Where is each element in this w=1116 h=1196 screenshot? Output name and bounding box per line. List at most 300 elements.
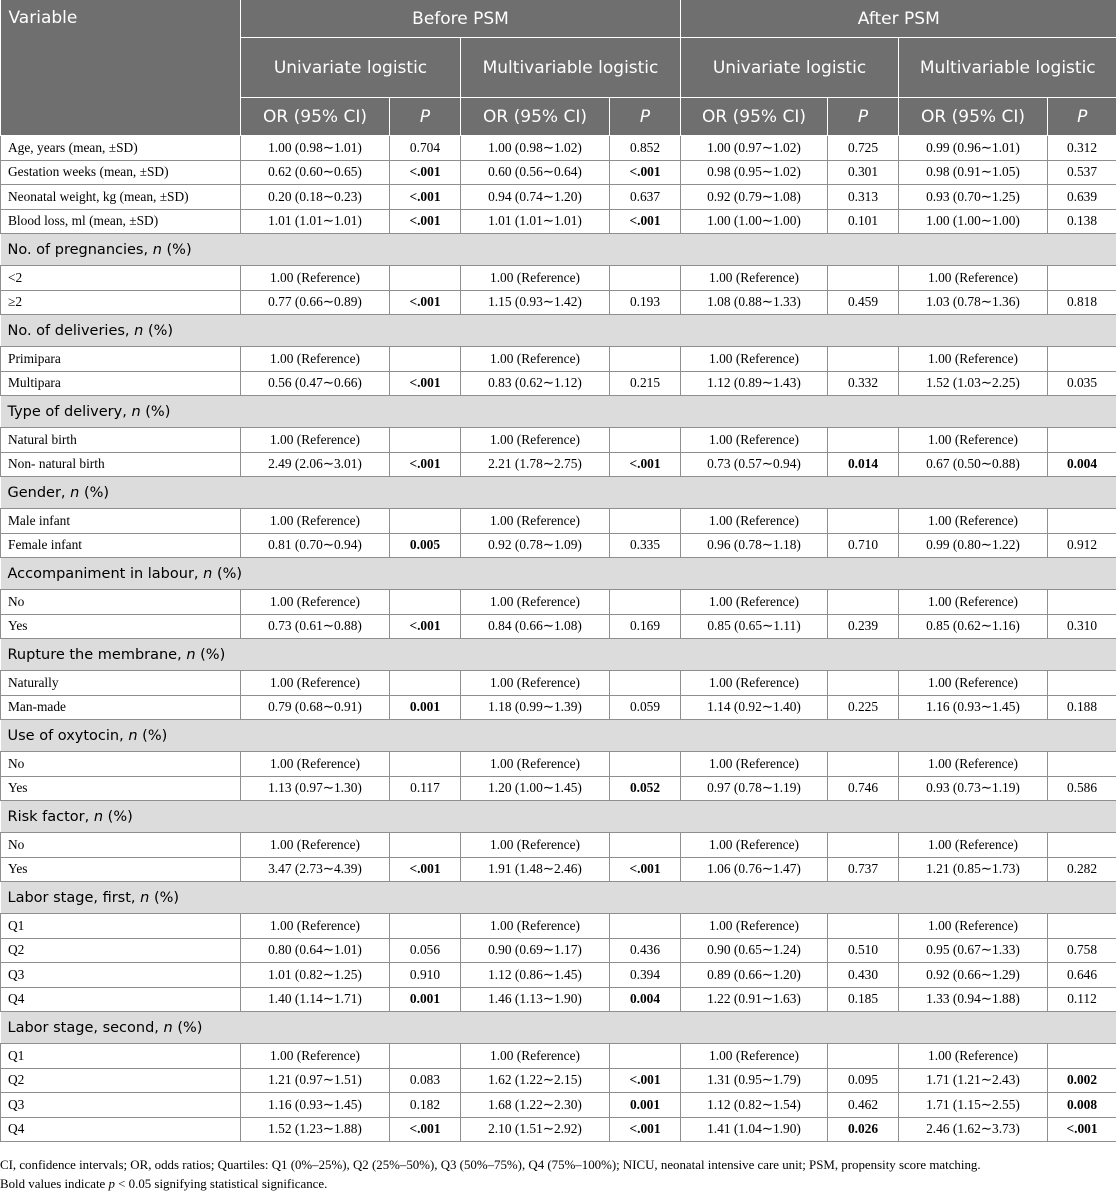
section-row: [1, 396, 1116, 428]
p-value-cell: 0.910: [390, 963, 461, 988]
table-row: [1, 614, 1116, 639]
section-row: [1, 234, 1116, 266]
p-value-cell: [610, 833, 681, 858]
p-value-cell: <.001: [390, 614, 461, 639]
or-ci-cell: 0.93 (0.70∼1.25): [899, 185, 1048, 210]
p-value-cell: [610, 752, 681, 777]
or-ci-cell: 1.01 (1.01∼1.01): [241, 209, 390, 234]
table-row: [1, 963, 1116, 988]
or-ci-cell: 1.08 (0.88∼1.33): [681, 290, 828, 315]
p-value-cell: 0.169: [610, 614, 681, 639]
table-row: [1, 452, 1116, 477]
section-row: [1, 477, 1116, 509]
or-ci-cell: 2.21 (1.78∼2.75): [461, 452, 610, 477]
or-ci-header: OR (95% CI): [899, 98, 1048, 136]
p-value-cell: 0.394: [610, 963, 681, 988]
p-value-cell: 0.586: [1048, 776, 1116, 801]
p-value-cell: [1048, 671, 1116, 696]
p-value-cell: 0.912: [1048, 533, 1116, 558]
p-value-cell: [390, 752, 461, 777]
or-ci-cell: 1.12 (0.82∼1.54): [681, 1093, 828, 1118]
p-value-cell: 0.646: [1048, 963, 1116, 988]
p-value-cell: <.001: [390, 857, 461, 882]
table-row: [1, 266, 1116, 291]
section-row: [1, 801, 1116, 833]
p-value-cell: [390, 671, 461, 696]
p-value-cell: [390, 1044, 461, 1069]
or-ci-cell: 1.00 (Reference): [461, 347, 610, 372]
section-heading-n: n: [93, 808, 104, 825]
or-ci-cell: 1.00 (0.98∼1.01): [241, 136, 390, 161]
or-ci-cell: 1.00 (Reference): [899, 428, 1048, 453]
or-ci-cell: 1.00 (0.97∼1.02): [681, 136, 828, 161]
p-value-cell: 0.215: [610, 371, 681, 396]
p-value-cell: 0.182: [390, 1093, 461, 1118]
section-heading: [1, 477, 1116, 509]
section-heading-suffix: (%): [103, 808, 133, 825]
or-ci-cell: 1.16 (0.93∼1.45): [899, 695, 1048, 720]
section-heading: [1, 396, 1116, 428]
or-ci-cell: 0.85 (0.62∼1.16): [899, 614, 1048, 639]
or-ci-cell: 1.00 (Reference): [899, 1044, 1048, 1069]
or-ci-cell: 1.00 (Reference): [461, 428, 610, 453]
or-ci-cell: 1.06 (0.76∼1.47): [681, 857, 828, 882]
or-ci-cell: 2.49 (2.06∼3.01): [241, 452, 390, 477]
section-row: [1, 639, 1116, 671]
before-univariate-header: Univariate logistic: [241, 38, 461, 98]
after-multivariable-header: Multivariable logistic: [899, 38, 1116, 98]
p-value-cell: [610, 914, 681, 939]
or-ci-cell: 0.85 (0.65∼1.11): [681, 614, 828, 639]
p-value-cell: 0.188: [1048, 695, 1116, 720]
or-ci-cell: 1.00 (Reference): [241, 1044, 390, 1069]
table-row: [1, 347, 1116, 372]
or-ci-cell: 0.60 (0.56∼0.64): [461, 160, 610, 185]
row-label: Q3: [1, 1093, 241, 1118]
section-heading: [1, 234, 1116, 266]
p-value-cell: 0.117: [390, 776, 461, 801]
section-heading-suffix: (%): [140, 403, 171, 420]
p-value-cell: [828, 266, 899, 291]
row-label: ≥2: [1, 290, 241, 315]
p-value-cell: [828, 671, 899, 696]
or-ci-cell: 1.03 (0.78∼1.36): [899, 290, 1048, 315]
or-ci-cell: 1.00 (Reference): [241, 752, 390, 777]
p-value-cell: [1048, 347, 1116, 372]
row-label: No: [1, 833, 241, 858]
section-heading-n: n: [163, 1019, 173, 1036]
before-multivariable-header: Multivariable logistic: [461, 38, 681, 98]
or-ci-cell: 0.92 (0.78∼1.09): [461, 533, 610, 558]
row-label: Primipara: [1, 347, 241, 372]
p-value-cell: <.001: [390, 452, 461, 477]
or-ci-cell: 0.93 (0.73∼1.19): [899, 776, 1048, 801]
or-ci-cell: 1.00 (Reference): [899, 509, 1048, 534]
or-ci-cell: 1.00 (Reference): [681, 590, 828, 615]
p-value-cell: <.001: [610, 1068, 681, 1093]
p-value-cell: 0.459: [828, 290, 899, 315]
or-ci-cell: 1.33 (0.94∼1.88): [899, 987, 1048, 1012]
p-value-cell: [1048, 1044, 1116, 1069]
p-value-cell: [1048, 266, 1116, 291]
or-ci-cell: 1.00 (Reference): [899, 266, 1048, 291]
section-heading: [1, 1012, 1116, 1044]
table-row: [1, 833, 1116, 858]
or-ci-cell: 0.62 (0.60∼0.65): [241, 160, 390, 185]
table-row: [1, 509, 1116, 534]
or-ci-cell: 1.00 (0.98∼1.02): [461, 136, 610, 161]
row-label: Natural birth: [1, 428, 241, 453]
footnote: [0, 1156, 1116, 1194]
row-label: Blood loss, ml (mean, ±SD): [1, 209, 241, 234]
or-ci-cell: 1.68 (1.22∼2.30): [461, 1093, 610, 1118]
p-value-cell: [1048, 752, 1116, 777]
or-ci-cell: 1.00 (Reference): [899, 752, 1048, 777]
or-ci-cell: 1.12 (0.86∼1.45): [461, 963, 610, 988]
p-value-cell: <.001: [390, 290, 461, 315]
p-value-cell: [610, 1044, 681, 1069]
p-value-cell: 0.710: [828, 533, 899, 558]
or-ci-cell: 0.80 (0.64∼1.01): [241, 938, 390, 963]
p-value-cell: 0.852: [610, 136, 681, 161]
p-value-cell: 0.537: [1048, 160, 1116, 185]
or-ci-cell: 1.00 (Reference): [899, 671, 1048, 696]
p-value-cell: [390, 266, 461, 291]
p-value-cell: 0.332: [828, 371, 899, 396]
table-row: [1, 1044, 1116, 1069]
or-ci-cell: 1.21 (0.85∼1.73): [899, 857, 1048, 882]
row-label: Neonatal weight, kg (mean, ±SD): [1, 185, 241, 210]
p-value-cell: [828, 1044, 899, 1069]
p-header: P: [828, 98, 899, 136]
or-ci-cell: 1.22 (0.91∼1.63): [681, 987, 828, 1012]
or-ci-cell: 0.96 (0.78∼1.18): [681, 533, 828, 558]
p-value-cell: [390, 509, 461, 534]
or-ci-cell: 1.46 (1.13∼1.90): [461, 987, 610, 1012]
row-label: Q2: [1, 1068, 241, 1093]
or-ci-cell: 0.90 (0.69∼1.17): [461, 938, 610, 963]
or-ci-cell: 3.47 (2.73∼4.39): [241, 857, 390, 882]
or-ci-cell: 1.00 (Reference): [461, 914, 610, 939]
section-heading-suffix: (%): [195, 646, 226, 663]
or-ci-header: OR (95% CI): [461, 98, 610, 136]
section-heading: [1, 801, 1116, 833]
p-value-cell: 0.436: [610, 938, 681, 963]
table-row: [1, 209, 1116, 234]
before-psm-header: Before PSM: [241, 0, 681, 38]
or-ci-cell: 1.00 (Reference): [241, 590, 390, 615]
or-ci-cell: 0.56 (0.47∼0.66): [241, 371, 390, 396]
after-univariate-header: Univariate logistic: [681, 38, 899, 98]
or-ci-cell: 0.81 (0.70∼0.94): [241, 533, 390, 558]
p-value-cell: 0.112: [1048, 987, 1116, 1012]
or-ci-cell: 0.98 (0.91∼1.05): [899, 160, 1048, 185]
or-ci-cell: 1.16 (0.93∼1.45): [241, 1093, 390, 1118]
table-row: [1, 371, 1116, 396]
p-value-cell: 0.056: [390, 938, 461, 963]
or-ci-cell: 0.94 (0.74∼1.20): [461, 185, 610, 210]
table-row: [1, 857, 1116, 882]
p-value-cell: 0.004: [610, 987, 681, 1012]
p-value-cell: 0.639: [1048, 185, 1116, 210]
section-heading-n: n: [131, 403, 141, 420]
section-heading-suffix: (%): [143, 322, 174, 339]
table-row: [1, 533, 1116, 558]
or-ci-cell: 1.00 (Reference): [681, 914, 828, 939]
or-ci-cell: 1.00 (Reference): [681, 833, 828, 858]
section-heading-text: Gender,: [7, 484, 71, 501]
section-heading-suffix: (%): [137, 727, 168, 744]
section-heading: [1, 639, 1116, 671]
or-ci-cell: 1.00 (Reference): [461, 509, 610, 534]
or-ci-cell: 1.18 (0.99∼1.39): [461, 695, 610, 720]
or-ci-cell: 1.40 (1.14∼1.71): [241, 987, 390, 1012]
p-value-cell: [610, 428, 681, 453]
section-heading-text: Type of delivery,: [7, 403, 132, 420]
p-value-cell: [1048, 428, 1116, 453]
or-ci-cell: 1.00 (Reference): [899, 833, 1048, 858]
footnote-p-symbol: p: [108, 1177, 115, 1191]
p-value-cell: [390, 428, 461, 453]
row-label: Multipara: [1, 371, 241, 396]
or-ci-cell: 0.92 (0.79∼1.08): [681, 185, 828, 210]
or-ci-cell: 0.84 (0.66∼1.08): [461, 614, 610, 639]
table-row: [1, 136, 1116, 161]
p-value-cell: 0.282: [1048, 857, 1116, 882]
p-value-cell: 0.004: [1048, 452, 1116, 477]
row-label: No: [1, 590, 241, 615]
p-value-cell: 0.818: [1048, 290, 1116, 315]
p-value-cell: 0.312: [1048, 136, 1116, 161]
p-header: P: [1048, 98, 1116, 136]
table-row: [1, 590, 1116, 615]
section-heading: [1, 882, 1116, 914]
or-ci-cell: 1.00 (Reference): [461, 671, 610, 696]
or-ci-cell: 1.00 (Reference): [681, 428, 828, 453]
p-value-cell: <.001: [610, 1117, 681, 1142]
table-row: [1, 290, 1116, 315]
table-row: [1, 1093, 1116, 1118]
or-ci-cell: 1.00 (Reference): [241, 509, 390, 534]
p-value-cell: [390, 914, 461, 939]
table-row: [1, 938, 1116, 963]
p-value-cell: 0.001: [610, 1093, 681, 1118]
p-value-cell: 0.335: [610, 533, 681, 558]
or-ci-cell: 1.00 (Reference): [241, 671, 390, 696]
or-ci-cell: 1.00 (Reference): [241, 914, 390, 939]
or-ci-cell: 1.21 (0.97∼1.51): [241, 1068, 390, 1093]
or-ci-cell: 0.83 (0.62∼1.12): [461, 371, 610, 396]
or-ci-cell: 1.00 (Reference): [681, 671, 828, 696]
p-value-cell: 0.193: [610, 290, 681, 315]
row-label: Gestation weeks (mean, ±SD): [1, 160, 241, 185]
row-label: Naturally: [1, 671, 241, 696]
p-value-cell: <.001: [1048, 1117, 1116, 1142]
table-row: [1, 776, 1116, 801]
table-row: [1, 1117, 1116, 1142]
p-value-cell: [828, 833, 899, 858]
table-row: [1, 752, 1116, 777]
p-value-cell: [828, 509, 899, 534]
section-heading-text: Risk factor,: [7, 808, 94, 825]
or-ci-cell: 0.73 (0.61∼0.88): [241, 614, 390, 639]
or-ci-cell: 1.00 (Reference): [899, 347, 1048, 372]
or-ci-cell: 1.52 (1.03∼2.25): [899, 371, 1048, 396]
or-ci-cell: 2.46 (1.62∼3.73): [899, 1117, 1048, 1142]
or-ci-cell: 1.31 (0.95∼1.79): [681, 1068, 828, 1093]
p-value-cell: <.001: [610, 452, 681, 477]
or-ci-cell: 1.20 (1.00∼1.45): [461, 776, 610, 801]
p-value-cell: [610, 509, 681, 534]
or-ci-cell: 0.95 (0.67∼1.33): [899, 938, 1048, 963]
p-value-cell: 0.005: [390, 533, 461, 558]
or-ci-cell: 0.77 (0.66∼0.89): [241, 290, 390, 315]
p-value-cell: 0.746: [828, 776, 899, 801]
p-value-cell: 0.225: [828, 695, 899, 720]
row-label: <2: [1, 266, 241, 291]
or-ci-cell: 1.00 (1.00∼1.00): [899, 209, 1048, 234]
section-heading: [1, 558, 1116, 590]
p-value-cell: 0.002: [1048, 1068, 1116, 1093]
section-heading-text: Labor stage, first,: [7, 889, 141, 906]
row-label: Yes: [1, 776, 241, 801]
section-heading-text: Labor stage, second,: [7, 1019, 164, 1036]
section-row: [1, 1012, 1116, 1044]
p-value-cell: 0.095: [828, 1068, 899, 1093]
footnote-significance-text: Bold values indicate: [0, 1177, 109, 1191]
section-heading-text: No. of pregnancies,: [7, 241, 153, 258]
or-ci-cell: 0.89 (0.66∼1.20): [681, 963, 828, 988]
or-ci-cell: 1.00 (Reference): [899, 914, 1048, 939]
or-ci-cell: 1.00 (Reference): [241, 833, 390, 858]
or-ci-cell: 0.67 (0.50∼0.88): [899, 452, 1048, 477]
p-value-cell: [828, 590, 899, 615]
or-ci-cell: 0.73 (0.57∼0.94): [681, 452, 828, 477]
row-label: Q4: [1, 1117, 241, 1142]
section-heading-n: n: [186, 646, 196, 663]
p-value-cell: 0.704: [390, 136, 461, 161]
p-value-cell: [1048, 590, 1116, 615]
p-value-cell: [828, 347, 899, 372]
table-row: [1, 160, 1116, 185]
p-value-cell: 0.138: [1048, 209, 1116, 234]
footnote-abbreviations: CI, confidence intervals; OR, odds ratios; Quartiles: Q1 (0%–25%), Q2 (25%–50%), Q3 (50%–75%), Q4 (75%–100%); NICU, neonatal intensive care unit; PSM, propensity score matching.: [0, 1158, 981, 1172]
row-label: Q3: [1, 963, 241, 988]
or-ci-cell: 1.62 (1.22∼2.15): [461, 1068, 610, 1093]
footnote-significance: [0, 1175, 1116, 1194]
or-ci-cell: 0.90 (0.65∼1.24): [681, 938, 828, 963]
p-value-cell: 0.001: [390, 695, 461, 720]
or-ci-header: OR (95% CI): [241, 98, 390, 136]
p-value-cell: [390, 347, 461, 372]
or-ci-header: OR (95% CI): [681, 98, 828, 136]
p-header: P: [610, 98, 681, 136]
or-ci-cell: 1.00 (Reference): [681, 347, 828, 372]
after-psm-header: After PSM: [681, 0, 1116, 38]
p-value-cell: 0.313: [828, 185, 899, 210]
table-row: [1, 185, 1116, 210]
or-ci-cell: 1.00 (Reference): [681, 1044, 828, 1069]
row-label: Male infant: [1, 509, 241, 534]
table-row: [1, 428, 1116, 453]
row-label: Non- natural birth: [1, 452, 241, 477]
section-heading: [1, 315, 1116, 347]
p-value-cell: 0.059: [610, 695, 681, 720]
section-row: [1, 720, 1116, 752]
or-ci-cell: 1.00 (Reference): [241, 428, 390, 453]
section-heading-n: n: [134, 322, 144, 339]
or-ci-cell: 1.00 (Reference): [681, 266, 828, 291]
or-ci-cell: 1.15 (0.93∼1.42): [461, 290, 610, 315]
table-row: [1, 671, 1116, 696]
p-value-cell: [390, 833, 461, 858]
section-row: [1, 558, 1116, 590]
p-value-cell: [610, 671, 681, 696]
section-heading-n: n: [152, 241, 162, 258]
table-header: [1, 0, 1116, 136]
or-ci-cell: 1.00 (Reference): [899, 590, 1048, 615]
variable-header: Variable: [1, 0, 241, 136]
row-label: Q2: [1, 938, 241, 963]
row-label: Female infant: [1, 533, 241, 558]
or-ci-cell: 1.14 (0.92∼1.40): [681, 695, 828, 720]
p-value-cell: 0.725: [828, 136, 899, 161]
p-value-cell: 0.026: [828, 1117, 899, 1142]
section-heading-suffix: (%): [149, 889, 180, 906]
section-heading-suffix: (%): [161, 241, 192, 258]
or-ci-cell: 2.10 (1.51∼2.92): [461, 1117, 610, 1142]
or-ci-cell: 1.00 (Reference): [241, 347, 390, 372]
or-ci-cell: 1.12 (0.89∼1.43): [681, 371, 828, 396]
p-value-cell: [390, 590, 461, 615]
p-value-cell: [610, 347, 681, 372]
p-value-cell: 0.737: [828, 857, 899, 882]
row-label: Yes: [1, 857, 241, 882]
p-value-cell: 0.014: [828, 452, 899, 477]
p-value-cell: <.001: [390, 209, 461, 234]
or-ci-cell: 0.99 (0.80∼1.22): [899, 533, 1048, 558]
or-ci-cell: 1.00 (Reference): [461, 590, 610, 615]
section-heading-n: n: [70, 484, 80, 501]
section-heading-text: No. of deliveries,: [7, 322, 135, 339]
p-value-cell: [610, 590, 681, 615]
p-value-cell: <.001: [390, 185, 461, 210]
row-label: No: [1, 752, 241, 777]
or-ci-cell: 1.71 (1.21∼2.43): [899, 1068, 1048, 1093]
or-ci-cell: 1.00 (1.00∼1.00): [681, 209, 828, 234]
row-label: Q1: [1, 1044, 241, 1069]
p-value-cell: <.001: [610, 160, 681, 185]
or-ci-cell: 1.52 (1.23∼1.88): [241, 1117, 390, 1142]
or-ci-cell: 0.98 (0.95∼1.02): [681, 160, 828, 185]
table-row: [1, 914, 1116, 939]
p-value-cell: <.001: [390, 1117, 461, 1142]
p-header: P: [390, 98, 461, 136]
or-ci-cell: 1.00 (Reference): [461, 266, 610, 291]
section-heading-suffix: (%): [172, 1019, 203, 1036]
or-ci-cell: 1.00 (Reference): [241, 266, 390, 291]
or-ci-cell: 1.00 (Reference): [461, 752, 610, 777]
p-value-cell: 0.239: [828, 614, 899, 639]
row-label: Q1: [1, 914, 241, 939]
row-label: Age, years (mean, ±SD): [1, 136, 241, 161]
p-value-cell: 0.637: [610, 185, 681, 210]
section-heading-suffix: (%): [79, 484, 110, 501]
row-label: Q4: [1, 987, 241, 1012]
p-value-cell: <.001: [390, 160, 461, 185]
row-label: Man-made: [1, 695, 241, 720]
or-ci-cell: 0.99 (0.96∼1.01): [899, 136, 1048, 161]
